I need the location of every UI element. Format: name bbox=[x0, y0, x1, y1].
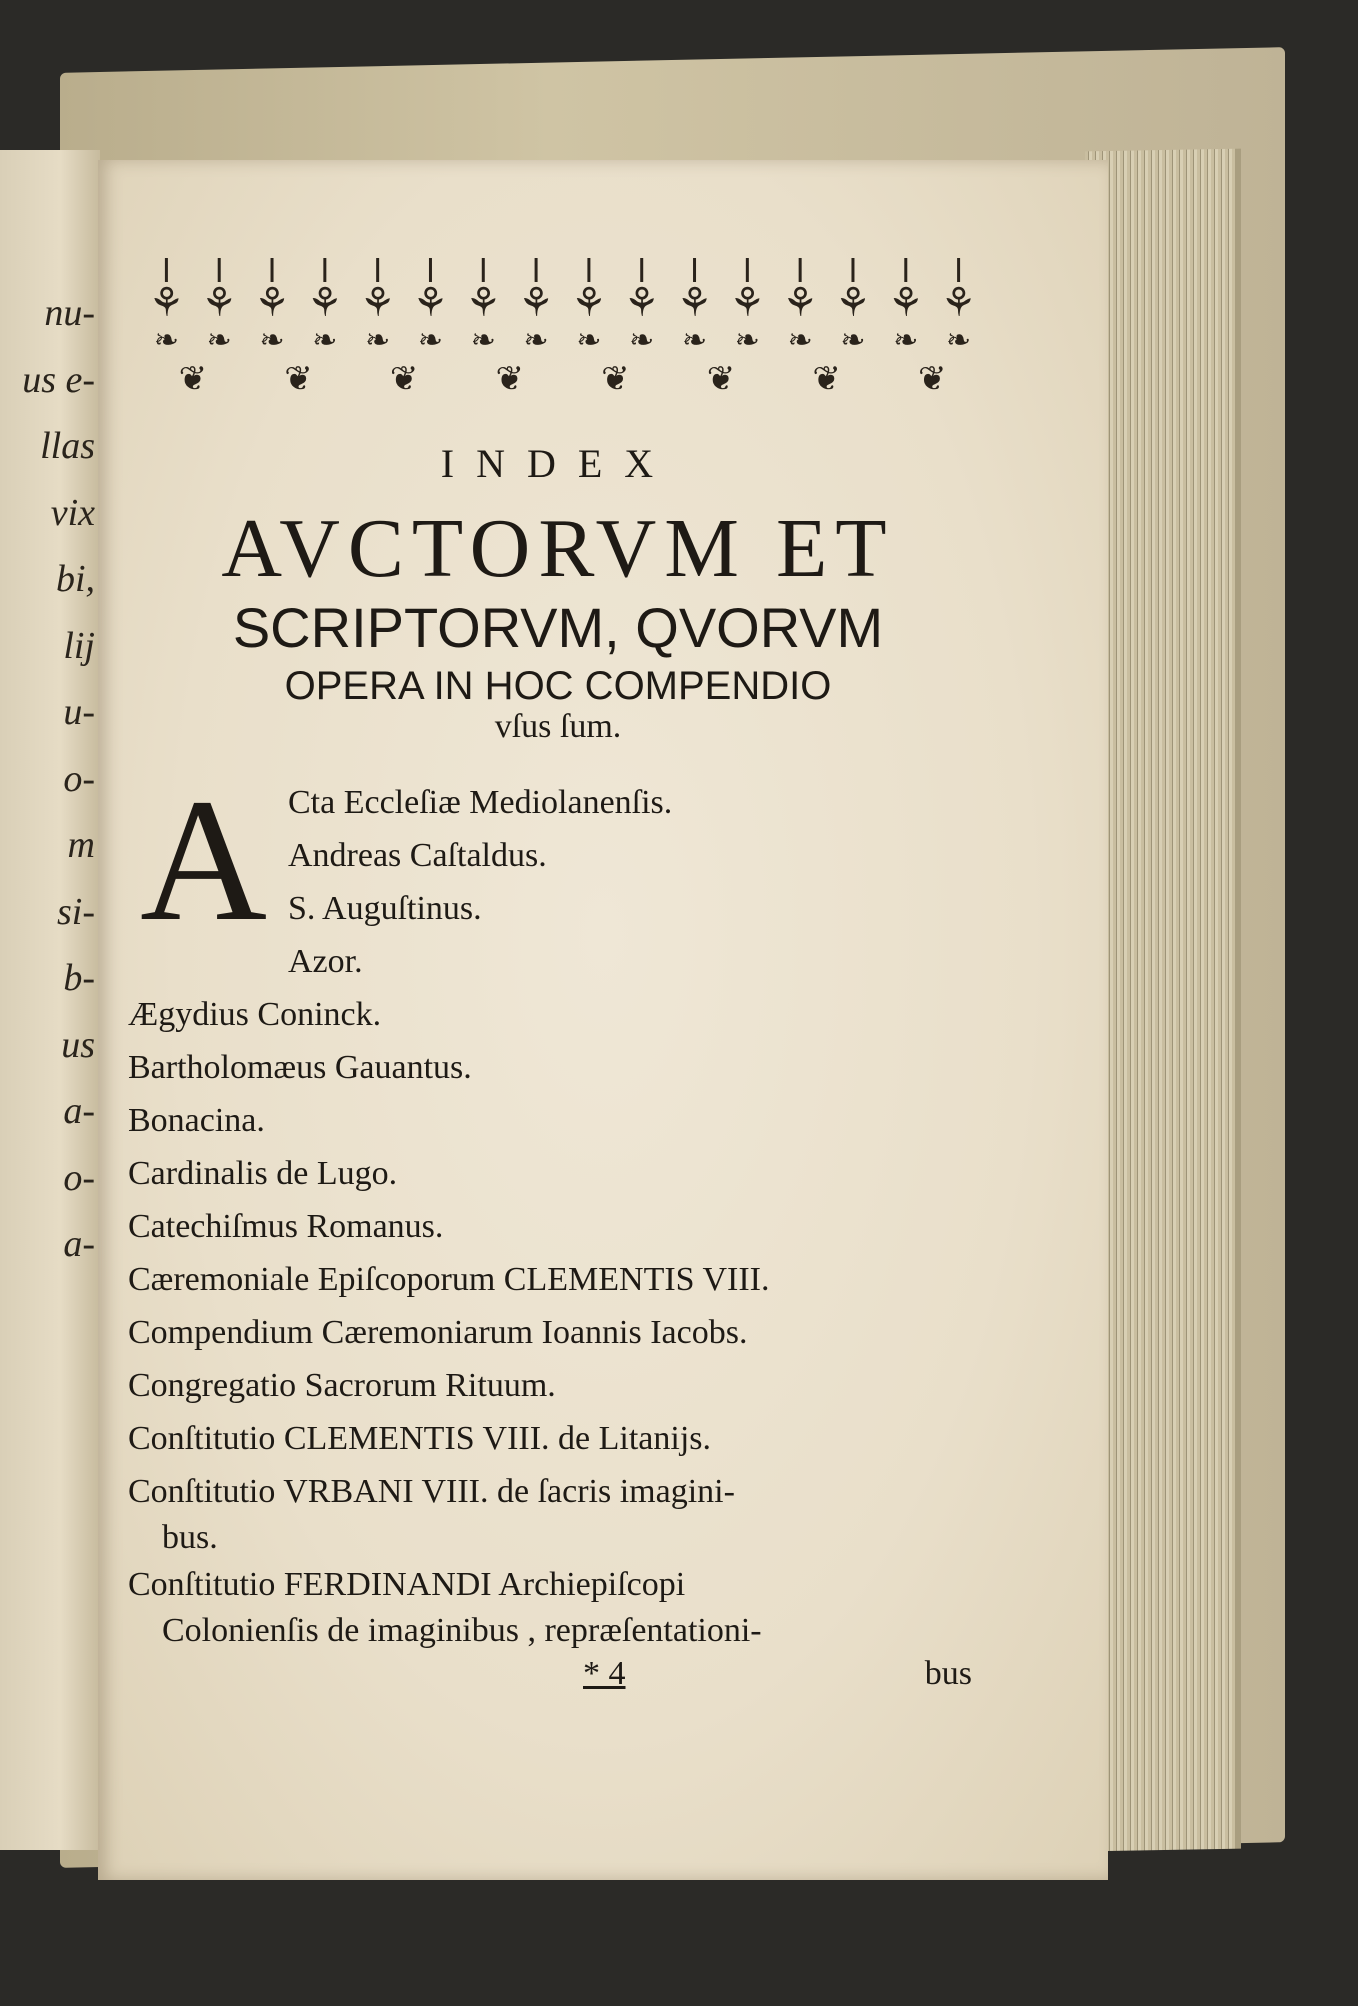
svg-text:❧: ❧ bbox=[787, 324, 813, 357]
page-footer bbox=[128, 1655, 988, 1705]
svg-text:❧: ❧ bbox=[681, 324, 708, 357]
left-fragment: b- bbox=[63, 957, 95, 999]
svg-text:❦: ❦ bbox=[706, 361, 736, 398]
entry-text: Conſtitutio VRBANI VIII. de ſacris imagini- bbox=[128, 1472, 735, 1510]
svg-text:❧: ❧ bbox=[734, 324, 760, 357]
svg-text:❦: ❦ bbox=[601, 361, 630, 398]
index-entry: Cta Eccleſiæ Mediolanenſis. bbox=[288, 783, 673, 821]
svg-text:⚘: ⚘ bbox=[729, 280, 766, 325]
svg-text:❧: ❧ bbox=[576, 324, 602, 357]
index-entry: S. Auguſtinus. bbox=[288, 889, 482, 927]
title-line-1: AVCTORVM ET bbox=[221, 502, 895, 595]
entry-continuation: bus. bbox=[162, 1518, 218, 1556]
fleuron-ornament-band bbox=[140, 250, 985, 400]
svg-text:❧: ❧ bbox=[206, 324, 232, 357]
svg-text:❧: ❧ bbox=[893, 324, 919, 357]
svg-text:⚘: ⚘ bbox=[254, 280, 290, 325]
svg-text:⚘: ⚘ bbox=[465, 280, 502, 325]
index-entry: Bartholomæus Gauantus. bbox=[128, 1048, 472, 1086]
index-entry: Ægydius Coninck. bbox=[128, 995, 382, 1033]
index-entry bbox=[128, 1558, 988, 1651]
svg-text:❧: ❧ bbox=[523, 324, 549, 357]
svg-text:❧: ❧ bbox=[470, 324, 496, 357]
svg-text:⚘: ⚘ bbox=[940, 280, 977, 325]
left-fragment: o- bbox=[63, 1156, 95, 1199]
svg-text:❧: ❧ bbox=[153, 324, 179, 357]
left-fragment: m bbox=[67, 824, 95, 866]
svg-text:⚘: ⚘ bbox=[835, 280, 871, 325]
svg-text:❧: ❧ bbox=[312, 324, 338, 357]
left-fragment: si- bbox=[57, 890, 95, 933]
entry-continuation: Colonienſis de imaginibus , repræſentationi- bbox=[162, 1611, 762, 1649]
svg-text:⚘: ⚘ bbox=[306, 280, 343, 325]
left-fragment: vix bbox=[50, 491, 95, 534]
svg-text:⚘: ⚘ bbox=[887, 280, 924, 325]
catchword: bus bbox=[924, 1654, 972, 1692]
svg-text:❦: ❦ bbox=[178, 361, 208, 398]
left-fragment: bi, bbox=[55, 558, 95, 600]
svg-text:❧: ❧ bbox=[417, 324, 444, 357]
index-entry: Congregatio Sacrorum Rituum. bbox=[128, 1366, 556, 1404]
index-entries bbox=[128, 762, 988, 1651]
index-entry: Bonacina. bbox=[128, 1101, 265, 1139]
left-fragment: o- bbox=[63, 757, 95, 800]
svg-text:⚘: ⚘ bbox=[782, 280, 819, 325]
index-entry bbox=[128, 1465, 988, 1558]
svg-text:⚘: ⚘ bbox=[676, 280, 713, 325]
page-content bbox=[128, 440, 988, 1705]
index-entry: Azor. bbox=[288, 942, 363, 980]
svg-text:❧: ❧ bbox=[629, 324, 655, 357]
index-entry: Compendium Cæremoniarum Ioannis Iacobs. bbox=[128, 1313, 748, 1351]
svg-text:❦: ❦ bbox=[495, 361, 524, 398]
index-heading: INDEX bbox=[440, 441, 676, 486]
title-line-4: vſus ſum. bbox=[494, 707, 622, 745]
entry-text: Conſtitutio FERDINANDI Archiepiſcopi bbox=[128, 1565, 686, 1603]
index-entry: Cæremoniale Epiſcoporum CLEMENTIS VIII. bbox=[128, 1260, 770, 1298]
page-fore-edge bbox=[1085, 149, 1241, 1852]
index-entry: Andreas Caſtaldus. bbox=[288, 836, 547, 874]
signature-mark: * 4 bbox=[583, 1654, 626, 1692]
svg-text:❧: ❧ bbox=[259, 324, 285, 357]
left-fragment: us e- bbox=[22, 358, 95, 401]
index-entry: Cardinalis de Lugo. bbox=[128, 1154, 398, 1192]
index-entry: Catechiſmus Romanus. bbox=[128, 1207, 444, 1245]
drop-capital: A bbox=[140, 762, 268, 958]
svg-text:❦: ❦ bbox=[812, 361, 841, 398]
left-fragment: us bbox=[61, 1023, 95, 1066]
svg-text:❧: ❧ bbox=[946, 324, 972, 357]
svg-text:⚘: ⚘ bbox=[518, 280, 555, 325]
title-line-2: SCRIPTORVM, QVORVM bbox=[232, 596, 884, 659]
svg-text:⚘: ⚘ bbox=[201, 280, 238, 325]
left-fragment: a- bbox=[63, 1090, 95, 1132]
left-fragment: llas bbox=[40, 425, 95, 467]
title-line-3: OPERA IN HOC COMPENDIO bbox=[284, 663, 832, 708]
left-page-text bbox=[0, 280, 95, 1278]
svg-text:⚘: ⚘ bbox=[359, 280, 396, 325]
svg-text:⚘: ⚘ bbox=[148, 280, 185, 325]
svg-text:⚘: ⚘ bbox=[623, 280, 660, 325]
svg-text:⚘: ⚘ bbox=[570, 280, 607, 325]
left-fragment: u- bbox=[63, 691, 95, 733]
svg-text:❧: ❧ bbox=[840, 324, 866, 357]
index-entry: Conſtitutio CLEMENTIS VIII. de Litanijs. bbox=[128, 1419, 711, 1457]
svg-text:❦: ❦ bbox=[917, 361, 947, 398]
svg-text:⚘: ⚘ bbox=[412, 280, 449, 325]
svg-text:❦: ❦ bbox=[284, 361, 313, 398]
left-fragment: a- bbox=[63, 1223, 95, 1265]
svg-text:❧: ❧ bbox=[365, 324, 391, 357]
left-fragment: nu- bbox=[44, 292, 95, 334]
left-fragment: lij bbox=[63, 624, 95, 667]
svg-text:❦: ❦ bbox=[389, 361, 419, 398]
